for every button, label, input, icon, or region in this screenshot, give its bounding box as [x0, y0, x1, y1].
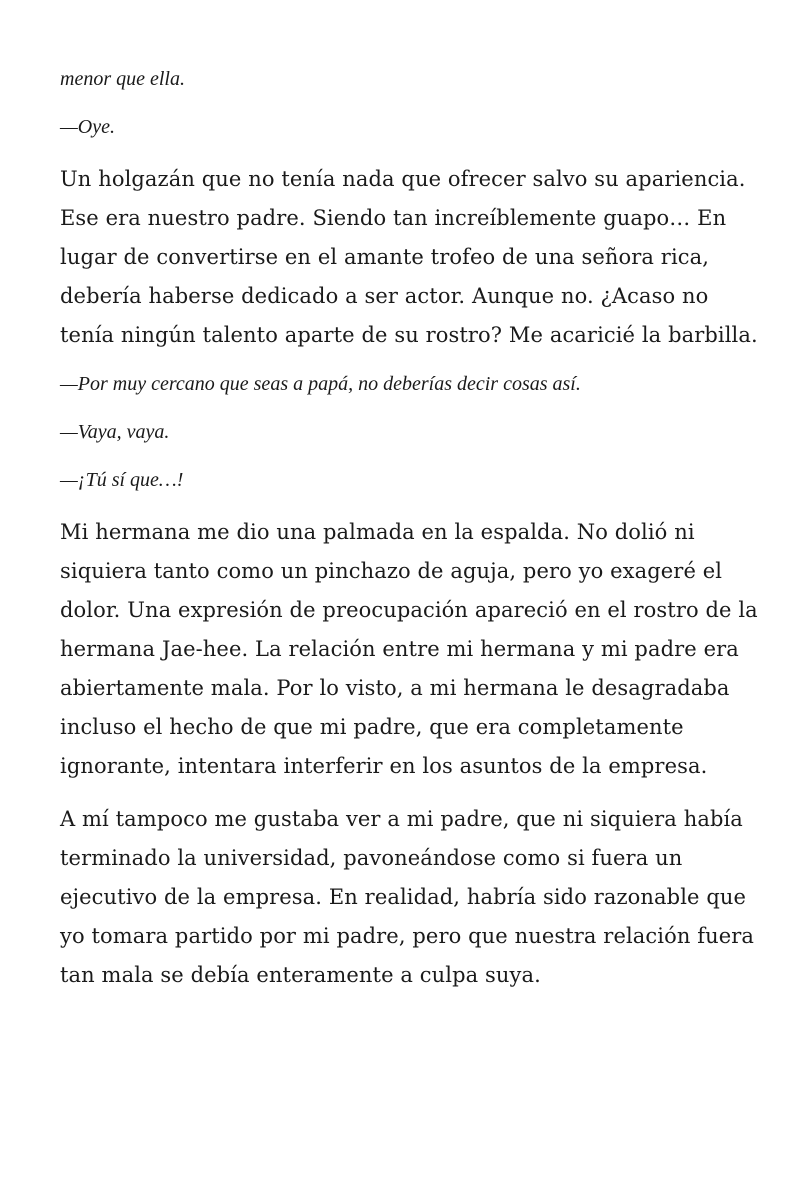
dialogue-line: menor que ella.	[60, 68, 185, 90]
dialogue-line: —Por muy cercano que seas a papá, no deberías decir cosas así.	[60, 373, 581, 395]
narration-paragraph: Un holgazán que no tenía nada que ofrecer salvo su apariencia. Ese era nuestro padre. Siendo tan increíblemente guapo… En lugar de convertirse en el amante trofeo de una señora rica, debería haberse dedicado a ser actor. Aunque no. ¿Acaso no tenía ningún talento aparte de su rostro? Me acaricié la barbilla.	[60, 167, 758, 347]
dialogue-line: —Oye.	[60, 116, 115, 138]
narration-paragraph: A mí tampoco me gustaba ver a mi padre, que ni siquiera había terminado la universidad, pavoneándose como si fuera un ejecutivo de la empresa. En realidad, habría sido razonable que yo tomara partido por mi padre, pero que nuestra relación fuera tan mala se debía enteramente a culpa suya.	[60, 807, 755, 987]
dialogue-line: —Vaya, vaya.	[60, 421, 170, 443]
dialogue-line: —¡Tú sí que…!	[60, 469, 184, 491]
reading-page	[60, 64, 760, 1009]
narration-paragraph: Mi hermana me dio una palmada en la espalda. No dolió ni siquiera tanto como un pinchazo de aguja, pero yo exageré el dolor. Una expresión de preocupación apareció en el rostro de la hermana Jae-hee. La relación entre mi hermana y mi padre era abiertamente mala. Por lo visto, a mi hermana le desagradaba incluso el hecho de que mi padre, que era completamente ignorante, intentara interferir en los asuntos de la empresa.	[60, 520, 758, 778]
